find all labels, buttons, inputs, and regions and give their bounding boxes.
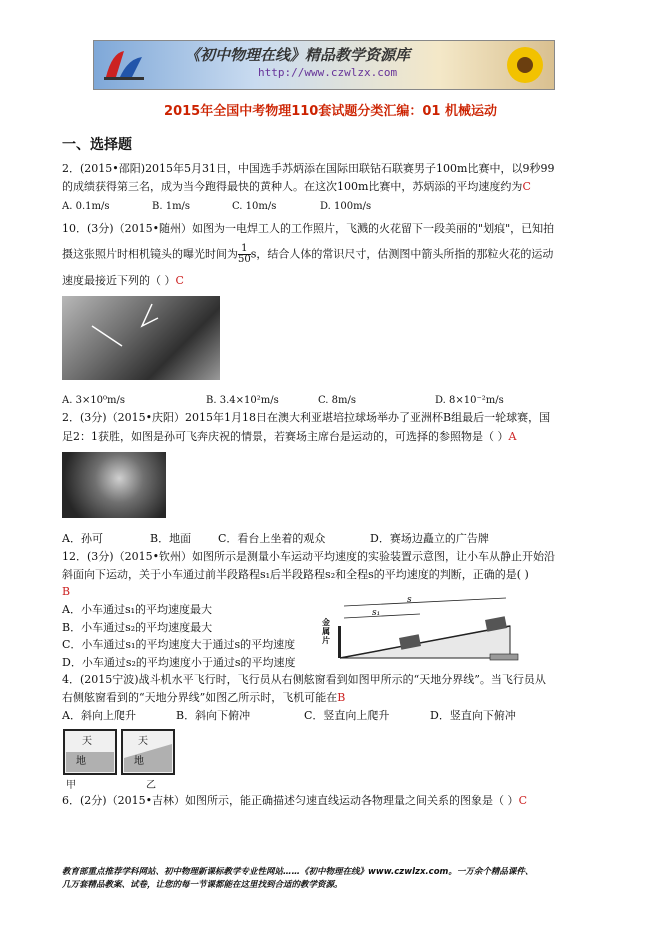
banner-title: 《初中物理在线》精品教学资源库 xyxy=(185,46,411,64)
fig-a-ground: 地 xyxy=(76,756,86,767)
q5-option-b: B．斜向下俯冲 xyxy=(176,709,251,722)
q2-line-2: 摄这张照片时相机镜头的曝光时间为 $\frac{1}{50}$ s，结合人体的常识尺寸，估测图中箭头所指的那粒火花的运动 xyxy=(62,243,554,265)
q4-line-1: 12．(3分)（2015•钦州）如图所示是测量小车运动平均速度的实验装置示意图，让小车从静止开始沿 xyxy=(62,550,556,563)
footer-line-2: 几万套精品教案、试卷，让您的每一节课都能在这里找到合适的教学资源。 xyxy=(62,880,343,890)
q2-option-d: D. 8×10⁻²m/s xyxy=(435,395,504,406)
q2-option-b: B. 3.4×10²m/s xyxy=(206,395,279,406)
fig-a-label: 甲 xyxy=(66,780,76,791)
q5-line-1: 4．(2015宁波)战斗机水平飞行时，飞行员从右侧舷窗看到如图甲所示的“天地分界线”。当飞行员从 xyxy=(62,673,546,686)
q4-line-2: 斜面向下运动，关于小车通过前半段路程s₁后半段路程s₂和全程s的平均速度的判断，正确的是( ) xyxy=(62,568,529,581)
q4-answer: B xyxy=(62,585,71,598)
label-s1: s₁ xyxy=(372,608,381,618)
banner-url[interactable]: http://www.czwlzx.com xyxy=(258,66,398,79)
q2-line-3: 速度最接近下列的（ ）C xyxy=(62,274,184,287)
window-figure-b xyxy=(120,728,176,776)
q5-option-d: D．竖直向下俯冲 xyxy=(430,709,516,722)
q1-line-2: 的成绩获得第三名，成为当今跑得最快的黄种人。在这次100m比赛中，苏炳添的平均速度约为C xyxy=(62,180,531,193)
q1-answer: C xyxy=(522,180,531,193)
q4-option-b: B．小车通过s₂的平均速度最大 xyxy=(62,621,213,634)
q4-option-d: D．小车通过s₂的平均速度小于通过s的平均速度 xyxy=(62,656,296,669)
q4-option-a: A．小车通过s₁的平均速度最大 xyxy=(62,603,212,616)
q4-option-c: C．小车通过s₁的平均速度大于通过s的平均速度 xyxy=(62,638,296,651)
incline-diagram xyxy=(330,596,520,664)
q5-line-2: 右侧舷窗看到的“天地分界线”如图乙所示时，飞机可能在B xyxy=(62,691,346,704)
q3-option-b: B．地面 xyxy=(150,532,192,545)
q1-option-b: B. 1m/s xyxy=(152,201,191,212)
logo-icon xyxy=(102,47,146,83)
q3-option-a: A．孙可 xyxy=(62,532,103,545)
welder-photo xyxy=(62,296,220,380)
fig-a-sky: 天 xyxy=(82,736,92,747)
q2-option-a: A. 3×10⁰m/s xyxy=(62,395,126,406)
q6-line-1: 6．(2分)（2015•吉林）如图所示，能正确描述匀速直线运动各物理量之间关系的图象是（ ）C xyxy=(62,794,527,807)
player-photo xyxy=(62,452,166,518)
label-metal-sheet: 金属片 xyxy=(322,617,330,645)
fig-b-label: 乙 xyxy=(146,780,156,791)
q3-option-c: C．看台上坐着的观众 xyxy=(218,532,326,545)
fig-b-sky: 天 xyxy=(138,736,148,747)
q3-option-d: D．赛场边矗立的广告牌 xyxy=(370,532,489,545)
q5-answer: B xyxy=(337,691,346,704)
q1-line-1: 2．(2015•邵阳)2015年5月31日，中国选手苏炳添在国际田联钻石联赛男子100m比赛中，以9秒99 xyxy=(62,162,555,175)
q6-answer: C xyxy=(518,794,527,807)
q3-line-2: 足2：1获胜，如图是孙可飞奔庆祝的情景，若赛场主席台是运动的，可选择的参照物是（ ）A xyxy=(62,430,517,443)
q2-option-c: C. 8m/s xyxy=(318,395,356,406)
q2-line-1: 10．(3分)（2015•随州）如图为一电焊工人的工作照片，飞溅的火花留下一段美丽的"划痕"，已知拍 xyxy=(62,222,555,235)
label-s: s xyxy=(407,595,412,605)
page-title: 2015年全国中考物理110套试题分类汇编：01 机械运动 xyxy=(164,104,497,119)
q1-option-c: C. 10m/s xyxy=(232,201,277,212)
q1-option-a: A. 0.1m/s xyxy=(62,201,110,212)
q2-answer: C xyxy=(175,274,184,287)
q1-option-d: D. 100m/s xyxy=(320,201,372,212)
sunflower-icon xyxy=(499,43,551,87)
section-heading: 一、选择题 xyxy=(62,137,132,153)
q5-option-c: C．竖直向上爬升 xyxy=(304,709,390,722)
spark-arrow-icon xyxy=(62,296,220,380)
q3-line-1: 2．(3分)（2015•庆阳）2015年1月18日在澳大利亚堪培拉球场举办了亚洲杯B组最后一轮球赛，国 xyxy=(62,411,551,424)
footer-line-1: 教育部重点推荐学科网站、初中物理新课标教学专业性网站……《初中物理在线》www.czwlzx.com。一万余个精品课件、 xyxy=(62,867,534,877)
q3-answer: A xyxy=(508,430,517,443)
q5-option-a: A．斜向上爬升 xyxy=(62,709,136,722)
exposure-fraction: $\frac{1}{50}$ xyxy=(238,243,251,265)
fig-b-ground: 地 xyxy=(134,756,144,767)
